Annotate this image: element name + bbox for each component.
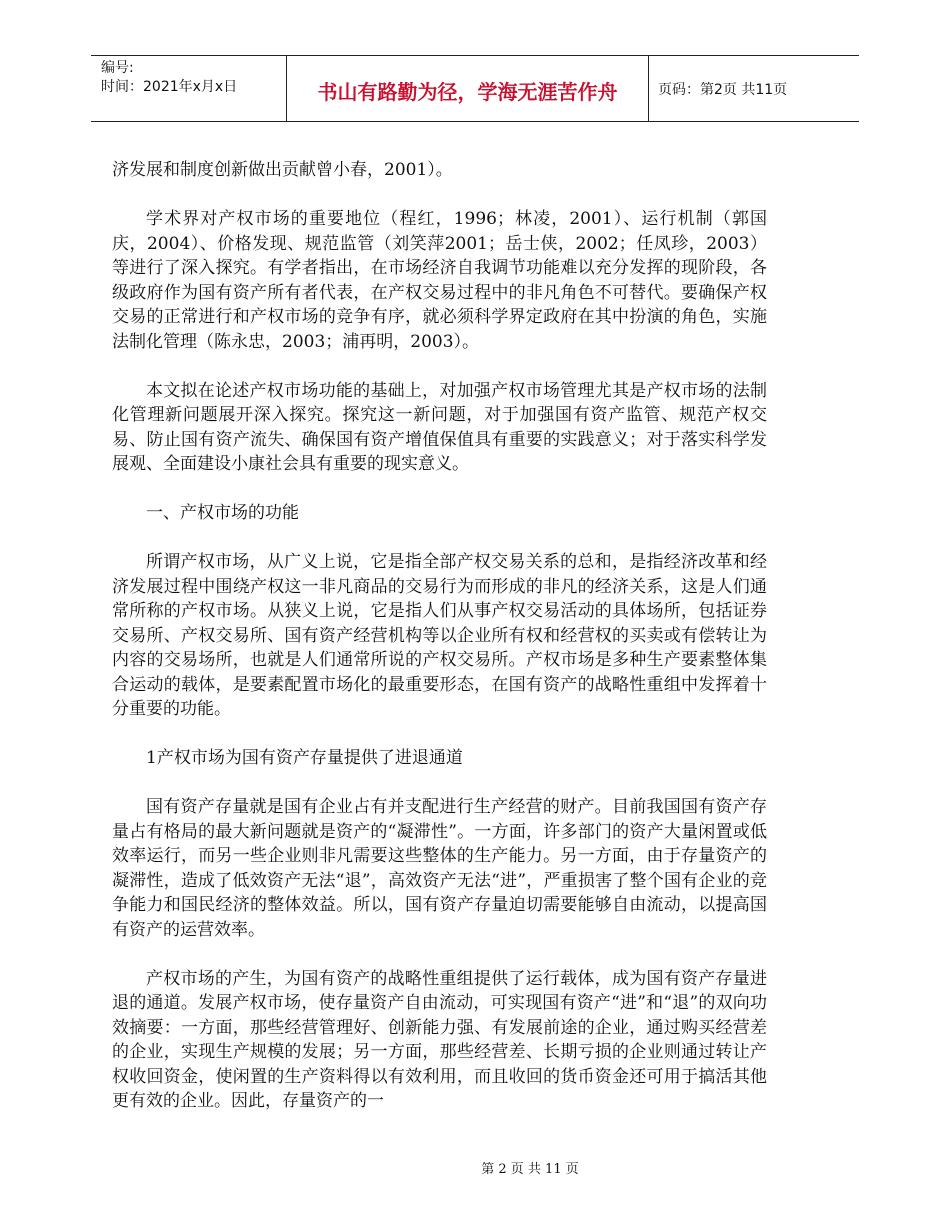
header-motto: 书山有路勤为径，学海无涯苦作舟 xyxy=(317,80,618,104)
header-page-number: 页码：第2页 共11页 xyxy=(658,82,788,98)
body-paragraph: 学术界对产权市场的重要地位（程红，1996；林凌，2001）、运行机制（郭国庆，2004）、价格发现、规范监管（刘笑萍2001；岳士侠，2002；任凤珍，2003）等进行了深入探究。有学者指出，在市场经济自我调节功能难以充分发挥的现阶段，各级政府作为国有资产所有者代表，在产权交易过程中的非凡角色不可替代。要确保产权交易的正常进行和产权市场的竞争有序，就必须科学界定政府在其中扮演的角色，实施法制化管理（陈永忠，2003；浦再明，2003）。 xyxy=(112,209,767,352)
body-paragraph: 国有资产存量就是国有企业占有并支配进行生产经营的财产。目前我国国有资产存量占有格局的最大新问题就是资产的“凝滞性”。一方面，许多部门的资产大量闲置或低效率运行，而另一些企业则非凡需要这些整体的生产能力。另一方面，由于存量资产的凝滞性，造成了低效资产无法“退”，高效资产无法“进”，严重损害了整个国有企业的竞争能力和国民经济的整体效益。所以，国有资产存量迫切需要能够自由流动，以提高国有资产的运营效率。 xyxy=(112,797,767,940)
document-time-label: 时间：2021年x月x日 xyxy=(101,79,238,95)
page-footer: 第 2 页 共 11 页 xyxy=(481,1162,579,1177)
body-paragraph: 本文拟在论述产权市场功能的基础上，对加强产权市场管理尤其是产权市场的法制化管理新问题展开深入探究。探究这一新问题，对于加强国有资产监管、规范产权交易、防止国有资产流失、确保国有资产增值保值具有重要的实践意义；对于落实科学发展观、全面建设小康社会具有重要的现实意义。 xyxy=(112,380,767,474)
header-divider xyxy=(648,56,649,121)
section-heading: 一、产权市场的功能 xyxy=(146,503,299,523)
body-paragraph: 产权市场的产生，为国有资产的战略性重组提供了运行载体，成为国有资产存量进退的通道。发展产权市场，使存量资产自由流动，可实现国有资产“进”和“退”的双向功效摘要：一方面，那些经营管理好、创新能力强、有发展前途的企业，通过购买经营差的企业，实现生产规模的发展；另一方面，那些经营差、长期亏损的企业则通过转让产权收回资金，使闲置的生产资料得以有效利用，而且收回的货币资金还可用于搞活其他更有效的企业。因此，存量资产的一 xyxy=(112,968,767,1111)
page-header xyxy=(91,55,859,122)
document-number-label: 编号: xyxy=(101,60,134,76)
subsection-heading: 1产权市场为国有资产存量提供了进退通道 xyxy=(146,748,463,768)
document-body xyxy=(112,158,767,1138)
body-paragraph: 所谓产权市场，从广义上说，它是指全部产权交易关系的总和，是指经济改革和经济发展过程中围绕产权这一非凡商品的交易行为而形成的非凡的经济关系，这是人们通常所称的产权市场。从狭义上说，它是指人们从事产权交易活动的具体场所，包括证券交易所、产权交易所、国有资产经营机构等以企业所有权和经营权的买卖或有偿转让为内容的交易场所，也就是人们通常所说的产权交易所。产权市场是多种生产要素整体集合运动的载体，是要素配置市场化的最重要形态，在国有资产的战略性重组中发挥着十分重要的功能。 xyxy=(112,552,767,719)
body-paragraph: 济发展和制度创新做出贡献曾小春，2001）。 xyxy=(112,160,453,180)
header-meta xyxy=(101,59,237,97)
